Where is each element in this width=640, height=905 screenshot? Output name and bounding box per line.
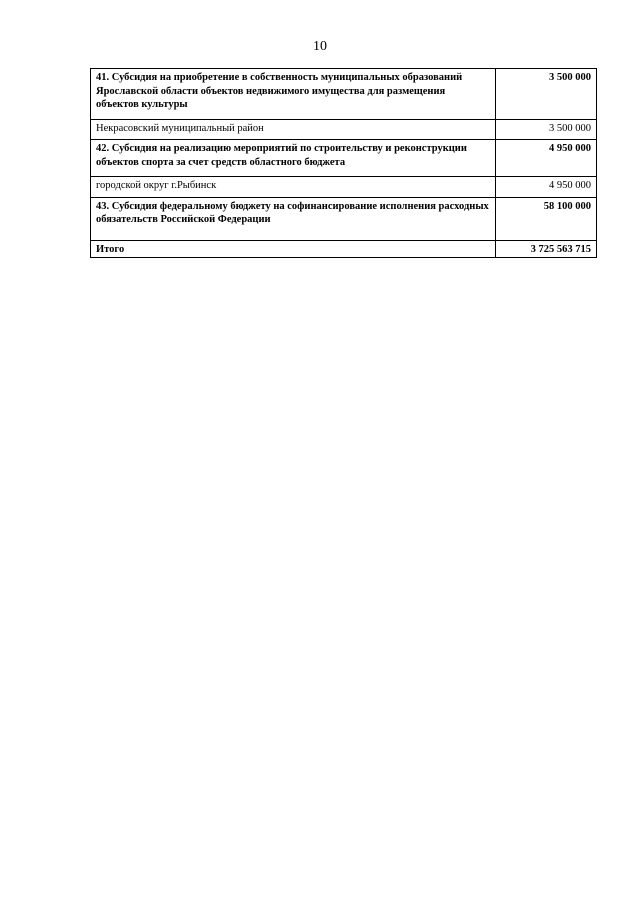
table-row-nekrasovsky xyxy=(91,119,597,140)
table-row-total xyxy=(91,240,597,258)
page-number: 10 xyxy=(313,39,327,54)
total-label: Итого xyxy=(91,240,496,258)
row-amount-cell: 4 950 000 xyxy=(496,140,597,177)
table-row-rybinsk xyxy=(91,177,597,198)
row-amount-cell: 58 100 000 xyxy=(496,197,597,240)
row-amount-cell: 4 950 000 xyxy=(496,177,597,198)
row-name-cell: городской округ г.Рыбинск xyxy=(91,177,496,198)
row-name-cell: 41. Субсидия на приобретение в собственность муниципальных образований Ярославской области объектов недвижимого имущества для размещения объектов культуры xyxy=(91,69,496,120)
row-name-cell: Некрасовский муниципальный район xyxy=(91,119,496,140)
table-row-section-43 xyxy=(91,197,597,240)
table-row-section-41 xyxy=(91,69,597,120)
row-amount-cell: 3 500 000 xyxy=(496,69,597,120)
total-amount: 3 725 563 715 xyxy=(496,240,597,258)
budget-table xyxy=(90,68,597,258)
row-name-cell: 43. Субсидия федеральному бюджету на софинансирование исполнения расходных обязательств Российской Федерации xyxy=(91,197,496,240)
row-name-cell: 42. Субсидия на реализацию мероприятий по строительству и реконструкции объектов спорта за счет средств областного бюджета xyxy=(91,140,496,177)
table-row-section-42 xyxy=(91,140,597,177)
row-amount-cell: 3 500 000 xyxy=(496,119,597,140)
